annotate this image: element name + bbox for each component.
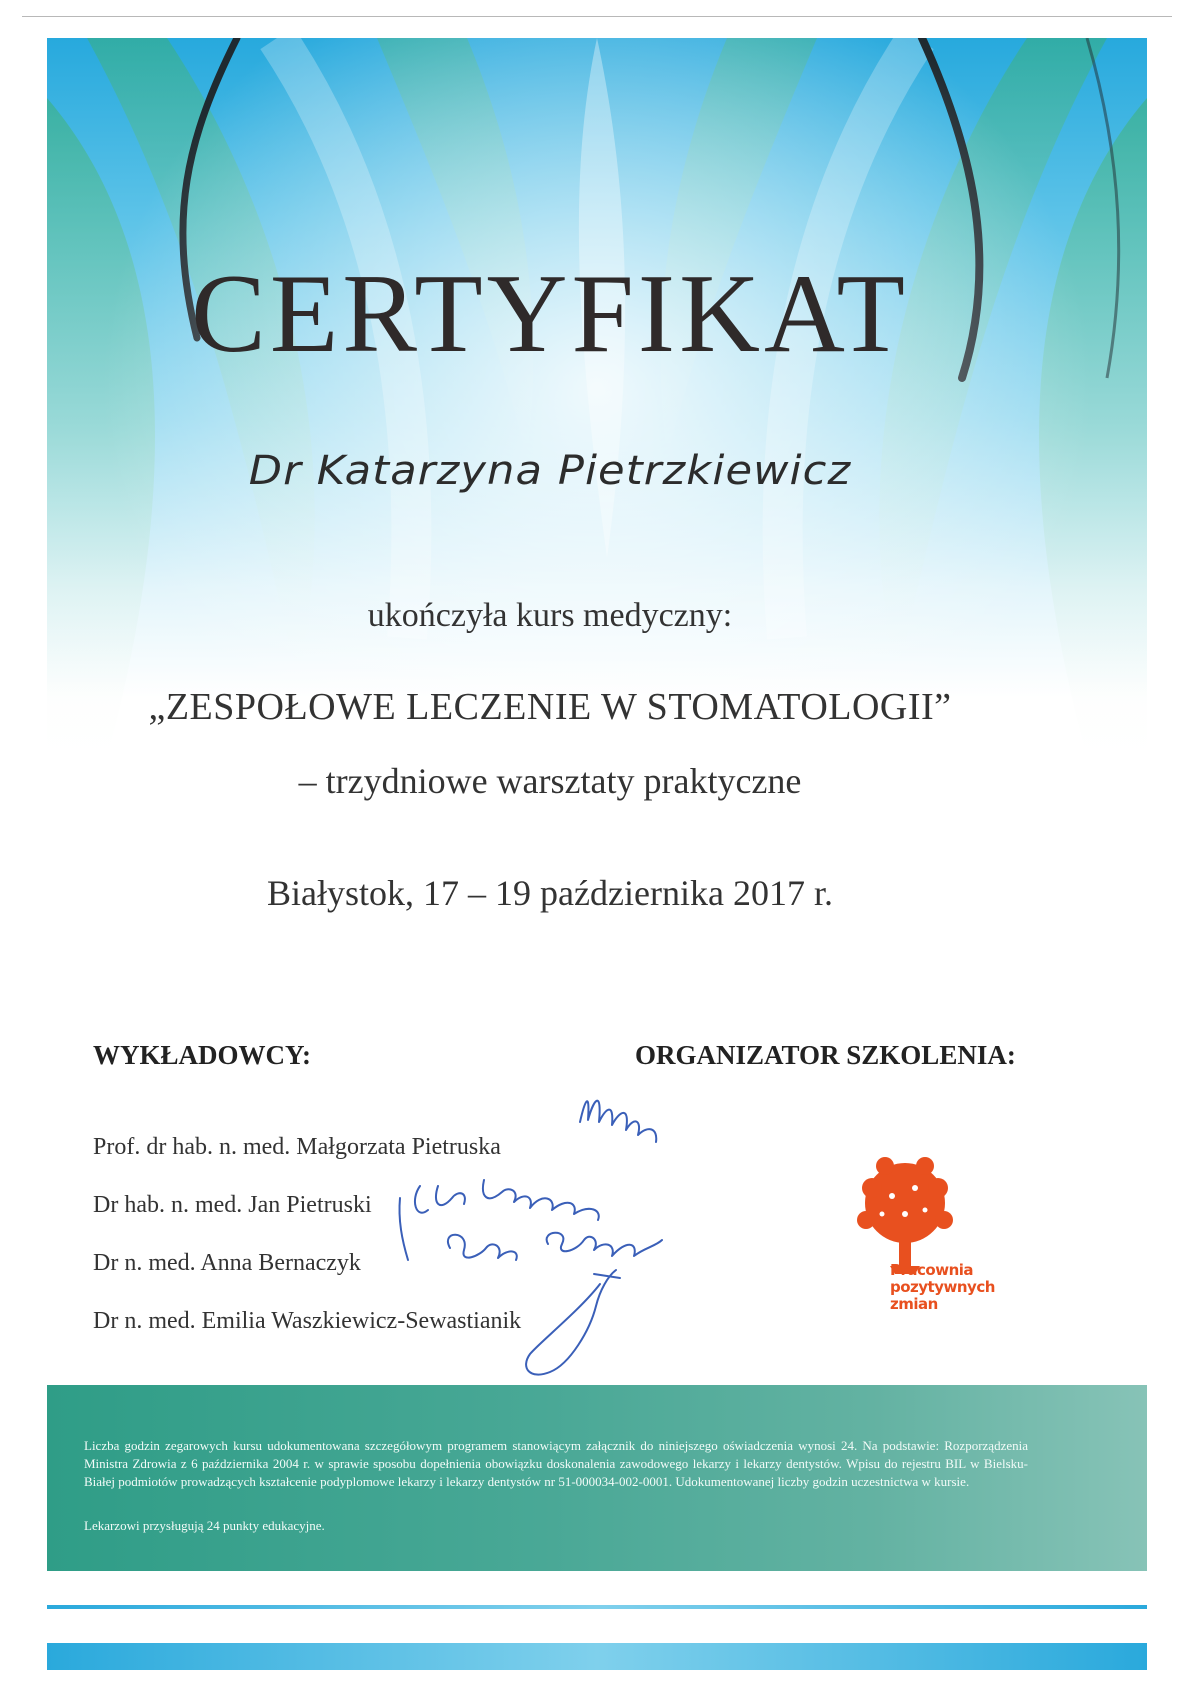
lecturer-name: Dr hab. n. med. Jan Pietruski — [93, 1192, 372, 1218]
certificate-title: CERTYFIKAT — [191, 252, 909, 376]
lecturer-name: Prof. dr hab. n. med. Małgorzata Pietruska — [93, 1134, 501, 1160]
footer-legal-text: Liczba godzin zegarowych kursu udokumentowana szczegółowym programem stanowiącym załącznik do niniejszego oświadczenia wynosi 24. Na podstawie: Rozporządzenia Ministra Zdrowia z 6 października 2004 r. w sprawie sposobu dopełnienia obowiązku doskonalenia zawodowego lekarzy i lekarzy dentystów. Wpisu do rejestru BIL w Bielsku-Białej podmiotów prowadzących kształcenie podyplomowe lekarzy i lekarzy dentystów nr 51-000034-002-0001. Udokumentowanej liczby godzin uczestnictwa w kursie. — [84, 1438, 1028, 1489]
top-rule — [22, 16, 1172, 17]
logo-line: pozytywnych — [890, 1278, 995, 1296]
organizer-heading: ORGANIZATOR SZKOLENIA: — [635, 1040, 1016, 1070]
recipient-name: Dr Katarzyna Pietrzkiewicz — [248, 448, 852, 494]
lecturers-heading: WYKŁADOWCY: — [93, 1040, 312, 1070]
lecturer-name: Dr n. med. Emilia Waszkiewicz-Sewastianik — [93, 1308, 522, 1334]
place-and-date: Białystok, 17 – 19 października 2017 r. — [267, 873, 833, 913]
lecturer-name: Dr n. med. Anna Bernaczyk — [93, 1250, 361, 1276]
footer-points-text: Lekarzowi przysługują 24 punkty edukacyjne. — [84, 1518, 325, 1533]
course-name: „ZESPOŁOWE LECZENIE W STOMATOLOGII” — [148, 686, 952, 728]
completion-statement: ukończyła kurs medyczny: — [367, 597, 733, 634]
course-subtitle: – trzydniowe warsztaty praktyczne — [298, 761, 802, 801]
logo-line: Pracownia — [890, 1261, 974, 1279]
logo-line: zmian — [890, 1295, 938, 1313]
lecturer-signatures — [380, 1080, 740, 1380]
organizer-logo-text — [890, 1262, 1010, 1313]
